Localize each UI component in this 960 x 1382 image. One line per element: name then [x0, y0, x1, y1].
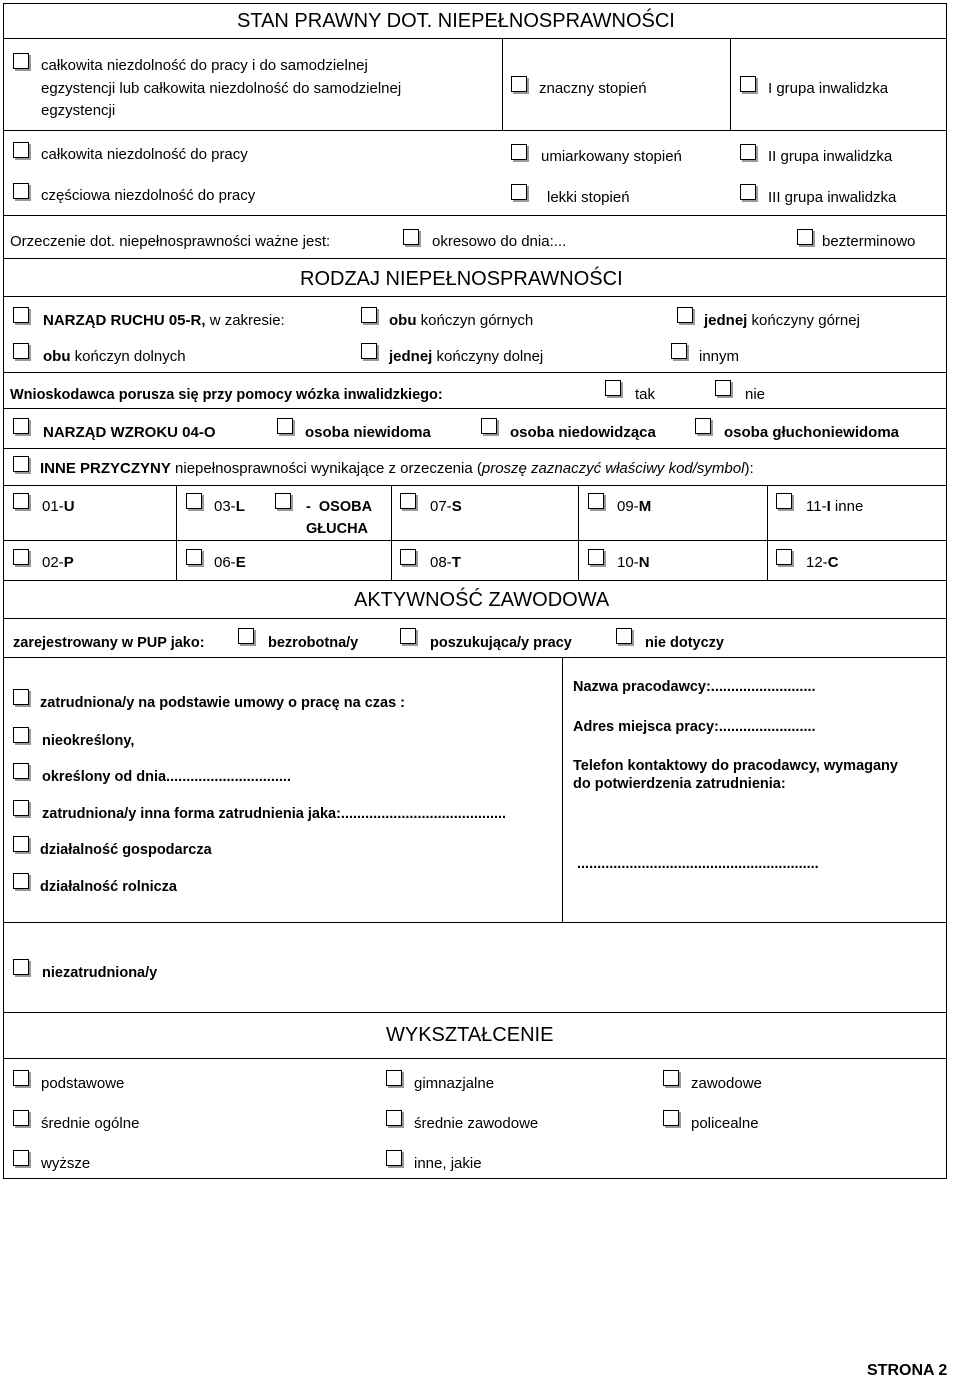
label-partial-work-incapacity: częściowa niezdolność do pracy — [41, 187, 256, 204]
label-lower-limb: kończyny dolnej — [436, 348, 544, 365]
label-other-education: inne, jakie — [414, 1155, 482, 1172]
checkbox-code-10[interactable] — [588, 549, 604, 565]
border-top — [3, 3, 947, 4]
checkbox-farming[interactable] — [13, 873, 29, 889]
label-code-02 — [42, 554, 74, 572]
checkbox-light-degree[interactable] — [511, 184, 527, 200]
checkbox-fixed-term[interactable] — [13, 763, 29, 779]
label-other-causes — [40, 460, 754, 478]
label-upper-limbs: kończyn górnych — [420, 312, 534, 329]
divider — [3, 408, 947, 409]
code-number: 03- — [214, 498, 236, 515]
label-validity: Orzeczenie dot. niepełnosprawności ważne jest: — [10, 233, 331, 250]
checkbox-wheelchair-no[interactable] — [715, 380, 731, 396]
code-number: 08- — [430, 554, 452, 571]
label-group-3: III grupa inwalidzka — [768, 189, 897, 206]
label-vision-organ: NARZĄD WZROKU 04-O — [43, 424, 216, 441]
checkbox-general-secondary[interactable] — [13, 1110, 29, 1126]
divider — [176, 485, 177, 580]
label-motor-organ-code: NARZĄD RUCHU 05-R, — [43, 312, 206, 329]
divider — [3, 448, 947, 449]
label-indefinite-term: nieokreślony, — [42, 733, 135, 749]
label-one-lower-limb — [389, 348, 543, 366]
code-number: 11- — [806, 498, 827, 515]
divider — [3, 485, 947, 486]
checkbox-temporary[interactable] — [403, 229, 419, 245]
code-letter: T — [451, 554, 461, 571]
label-vocational: zawodowe — [691, 1075, 762, 1092]
label-not-employed: niezatrudniona/y — [42, 965, 158, 981]
label-other-causes-title: INNE PRZYCZYNY — [40, 460, 171, 477]
label-both-upper-limbs — [389, 312, 533, 330]
checkbox-vocational[interactable] — [663, 1070, 679, 1086]
label-other-causes-end: ): — [744, 460, 754, 477]
label-group-2: II grupa inwalidzka — [768, 148, 893, 165]
checkbox-vocational-secondary[interactable] — [386, 1110, 402, 1126]
checkbox-indefinite[interactable] — [797, 229, 813, 245]
code-number: 06- — [214, 554, 236, 571]
label-code-07 — [430, 498, 462, 516]
label-fixed-term: określony od dnia............................... — [42, 769, 291, 785]
label-employed-contract: zatrudniona/y na podstawie umowy o pracę na czas : — [40, 695, 405, 711]
divider — [767, 485, 768, 580]
divider — [3, 1058, 947, 1059]
checkbox-one-lower-limb[interactable] — [361, 343, 377, 359]
label-both: obu — [43, 348, 71, 365]
label-other-motor: innym — [699, 348, 740, 365]
label-total-work-incapacity: całkowita niezdolność do pracy — [41, 146, 248, 163]
label-blind: osoba niewidoma — [305, 424, 431, 441]
code-number: 12- — [806, 554, 828, 571]
code-letter: P — [63, 554, 74, 571]
checkbox-code-06[interactable] — [186, 549, 202, 565]
checkbox-total-work-incapacity[interactable] — [13, 142, 29, 158]
label-lower-limbs: kończyn dolnych — [74, 348, 186, 365]
code-letter: I — [826, 498, 831, 515]
checkbox-one-upper-limb[interactable] — [677, 307, 693, 323]
label-temporary-until: okresowo do dnia:... — [432, 233, 567, 250]
label-other-causes-hint: proszę zaznaczyć właściwy kod/symbol — [481, 460, 745, 477]
divider — [3, 922, 947, 923]
label-low-vision: osoba niedowidząca — [510, 424, 656, 441]
label-motor-organ — [43, 312, 285, 330]
code-number: 10- — [617, 554, 639, 571]
checkbox-jobseeker[interactable] — [400, 628, 416, 644]
code-number: 01- — [42, 498, 64, 515]
label-not-applicable: nie dotyczy — [645, 635, 724, 651]
section-title-disability-type: RODZAJ NIEPEŁNOSPRAWNOŚCI — [300, 268, 623, 290]
label-code-11 — [806, 498, 863, 516]
divider — [730, 38, 731, 130]
deaf-dash: - — [306, 499, 311, 515]
label-general-secondary: średnie ogólne — [41, 1115, 140, 1132]
checkbox-code-09[interactable] — [588, 493, 604, 509]
label-one: jednej — [389, 348, 433, 365]
checkbox-other-motor[interactable] — [671, 343, 687, 359]
label-higher: wyższe — [41, 1155, 91, 1172]
checkbox-code-03[interactable] — [186, 493, 202, 509]
label-other-causes-text: niepełnosprawności wynikające z orzeczenia ( — [175, 460, 482, 477]
label-light-degree: lekki stopień — [547, 189, 630, 206]
label-total-incapacity-l2: egzystencji lub całkowita niezdolność do samodzielnej — [41, 80, 402, 97]
checkbox-post-secondary[interactable] — [663, 1110, 679, 1126]
section-title-legal-status: STAN PRAWNY DOT. NIEPEŁNOSPRAWNOŚCI — [237, 10, 675, 32]
label-work-address: Adres miejsca pracy:........................ — [573, 719, 816, 735]
checkbox-business[interactable] — [13, 836, 29, 852]
checkbox-higher[interactable] — [13, 1150, 29, 1166]
checkbox-indefinite-term[interactable] — [13, 727, 29, 743]
label-deaf-person-l1 — [306, 498, 372, 516]
checkbox-code-07[interactable] — [400, 493, 416, 509]
checkbox-not-applicable[interactable] — [616, 628, 632, 644]
page-number: STRONA 2 — [867, 1362, 948, 1379]
label-one: jednej — [704, 312, 748, 329]
code-letter: C — [827, 554, 839, 571]
label-indefinite: bezterminowo — [822, 233, 916, 250]
code-extra: inne — [834, 498, 864, 515]
checkbox-significant-degree[interactable] — [511, 76, 527, 92]
checkbox-code-11[interactable] — [776, 493, 792, 509]
label-total-incapacity-l3: egzystencji — [41, 102, 116, 119]
label-upper-limb: kończyny górnej — [751, 312, 860, 329]
label-wheelchair-yes: tak — [635, 386, 656, 403]
label-group-1: I grupa inwalidzka — [768, 80, 889, 97]
label-code-10 — [617, 554, 650, 572]
label-lower-secondary: gimnazjalne — [414, 1075, 495, 1092]
checkbox-partial-work-incapacity[interactable] — [13, 183, 29, 199]
border-bottom — [3, 1178, 947, 1179]
label-pup-registered: zarejestrowany w PUP jako: — [13, 635, 205, 651]
label-code-12 — [806, 554, 839, 572]
checkbox-code-02[interactable] — [13, 549, 29, 565]
checkbox-not-employed[interactable] — [13, 959, 29, 975]
section-title-activity: AKTYWNOŚĆ ZAWODOWA — [354, 589, 610, 611]
checkbox-other-education[interactable] — [386, 1150, 402, 1166]
checkbox-both-upper-limbs[interactable] — [361, 307, 377, 323]
label-primary: podstawowe — [41, 1075, 125, 1092]
label-employer-phone-l2: do potwierdzenia zatrudnienia: — [573, 776, 786, 792]
label-code-06 — [214, 554, 246, 572]
divider — [391, 485, 392, 580]
label-significant-degree: znaczny stopień — [539, 80, 647, 97]
label-both: obu — [389, 312, 417, 329]
checkbox-code-08[interactable] — [400, 549, 416, 565]
checkbox-motor-organ[interactable] — [13, 307, 29, 323]
checkbox-total-incapacity-independent-living[interactable] — [13, 53, 29, 69]
checkbox-low-vision[interactable] — [481, 418, 497, 434]
checkbox-primary[interactable] — [13, 1070, 29, 1086]
checkbox-lower-secondary[interactable] — [386, 1070, 402, 1086]
label-other-employment: zatrudniona/y inna forma zatrudnienia jaka:......................................... — [42, 806, 507, 822]
label-employer-name: Nazwa pracodawcy:.......................... — [573, 679, 816, 695]
border-left — [3, 3, 4, 1178]
label-business: działalność gospodarcza — [40, 842, 212, 858]
divider — [3, 215, 947, 216]
label-deafblind: osoba głuchoniewidoma — [724, 424, 900, 441]
checkbox-group-2[interactable] — [740, 144, 756, 160]
label-motor-organ-scope: w zakresie: — [209, 312, 285, 329]
border-right — [946, 3, 947, 1178]
code-letter: S — [451, 498, 462, 515]
divider — [3, 38, 947, 39]
divider — [3, 258, 947, 259]
label-code-01 — [42, 498, 75, 516]
divider — [3, 580, 947, 581]
checkbox-vision-organ[interactable] — [13, 418, 29, 434]
code-number: 02- — [42, 554, 64, 571]
code-letter: U — [63, 498, 75, 515]
employer-phone-field[interactable]: ............................................................ — [577, 856, 819, 872]
label-employer-phone-l1: Telefon kontaktowy do pracodawcy, wymagany — [573, 758, 898, 774]
label-farming: działalność rolnicza — [40, 879, 177, 895]
divider — [3, 372, 947, 373]
label-vocational-secondary: średnie zawodowe — [414, 1115, 539, 1132]
divider — [578, 485, 579, 580]
code-letter: M — [638, 498, 652, 515]
checkbox-code-01[interactable] — [13, 493, 29, 509]
label-jobseeker: poszukująca/y pracy — [430, 635, 572, 651]
divider — [562, 657, 563, 922]
checkbox-code-12[interactable] — [776, 549, 792, 565]
checkbox-other-causes[interactable] — [13, 456, 29, 472]
checkbox-blind[interactable] — [277, 418, 293, 434]
label-wheelchair: Wnioskodawca porusza się przy pomocy wózka inwalidzkiego: — [10, 387, 443, 403]
checkbox-moderate-degree[interactable] — [511, 144, 527, 160]
label-both-lower-limbs — [43, 348, 186, 366]
label-code-08 — [430, 554, 461, 572]
label-unemployed: bezrobotna/y — [268, 635, 359, 651]
divider — [3, 540, 947, 541]
code-number: 07- — [430, 498, 452, 515]
checkbox-other-employment[interactable] — [13, 800, 29, 816]
label-one-upper-limb — [704, 312, 860, 330]
label-deaf-person-l2: GŁUCHA — [306, 521, 369, 537]
label-code-03 — [214, 498, 245, 516]
checkbox-unemployed[interactable] — [238, 628, 254, 644]
label-wheelchair-no: nie — [745, 386, 766, 403]
label-total-incapacity-l1: całkowita niezdolność do pracy i do samodzielnej — [41, 57, 368, 74]
code-number: 09- — [617, 498, 639, 515]
divider — [502, 38, 503, 130]
checkbox-employed-contract[interactable] — [13, 689, 29, 705]
divider — [3, 618, 947, 619]
label-moderate-degree: umiarkowany stopień — [541, 148, 682, 165]
checkbox-wheelchair-yes[interactable] — [605, 380, 621, 396]
divider — [3, 1012, 947, 1013]
label-post-secondary: policealne — [691, 1115, 759, 1132]
divider — [3, 296, 947, 297]
code-letter: L — [235, 498, 245, 515]
checkbox-both-lower-limbs[interactable] — [13, 343, 29, 359]
checkbox-deaf-person[interactable] — [275, 493, 291, 509]
section-title-education: WYKSZTAŁCENIE — [386, 1024, 554, 1046]
checkbox-group-3[interactable] — [740, 184, 756, 200]
checkbox-group-1[interactable] — [740, 76, 756, 92]
checkbox-deafblind[interactable] — [695, 418, 711, 434]
deaf-word: OSOBA — [318, 499, 373, 515]
code-letter: N — [638, 554, 650, 571]
divider — [3, 657, 947, 658]
label-code-09 — [617, 498, 651, 516]
code-letter: E — [235, 554, 246, 571]
divider — [3, 130, 947, 131]
